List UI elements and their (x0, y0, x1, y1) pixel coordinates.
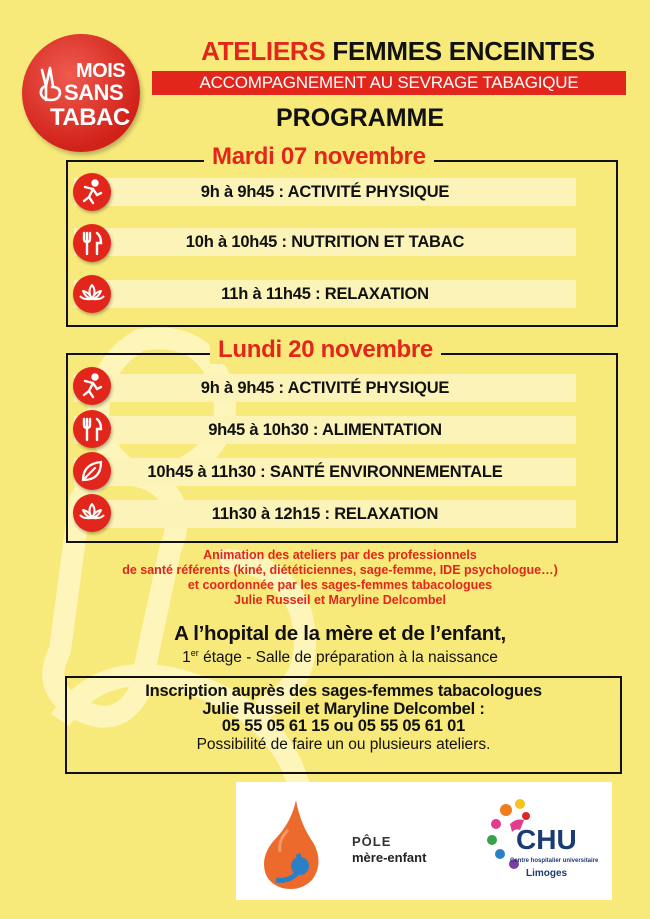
animation-line-3: et coordonnée par les sages-femmes tabacologues (187, 578, 493, 592)
day1-session-3: 11h à 11h45 : RELAXATION (74, 280, 576, 308)
pole-drop-logo (258, 792, 324, 892)
inscription-phones: 05 55 05 61 15 ou 05 55 05 61 01 (221, 717, 466, 735)
floor-number: 1 (182, 649, 191, 667)
animation-line-2: de santé référents (kiné, diététiciennes, sage-femme, IDE psychologue…) (122, 563, 558, 577)
inscription-note: Possibilité de faire un ou plusieurs ateliers. (196, 735, 491, 753)
pole-label-2: mère-enfant (352, 850, 427, 865)
day2-session-4: 11h30 à 12h15 : RELAXATION (74, 500, 576, 528)
day2-title: Lundi 20 novembre (210, 336, 441, 364)
day1-session-1: 9h à 9h45 : ACTIVITÉ PHYSIQUE (74, 178, 576, 206)
leaf-icon (73, 452, 111, 490)
title-rest: FEMMES ENCEINTES (332, 36, 595, 66)
page-title (168, 36, 628, 67)
mois-sans-tabac-badge (22, 34, 140, 152)
badge-line-2: SANS (64, 80, 124, 105)
fork-knife-icon (73, 410, 111, 448)
footer-logos (236, 782, 612, 900)
chu-subtitle: Centre hospitalier universitaire (510, 858, 599, 864)
day2-session-1: 9h à 9h45 : ACTIVITÉ PHYSIQUE (74, 374, 576, 402)
lotus-icon (73, 275, 111, 313)
programme-heading: PROGRAMME (275, 104, 445, 132)
day2-session-2: 9h45 à 10h30 : ALIMENTATION (74, 416, 576, 444)
inscription-line-1: Inscription auprès des sages-femmes tabacologues (145, 682, 542, 700)
lotus-icon (73, 494, 111, 532)
location-floor (80, 648, 600, 667)
floor-room: étage - Salle de préparation à la naissance (198, 649, 498, 667)
day2-session-3: 10h45 à 11h30 : SANTÉ ENVIRONNEMENTALE (74, 458, 576, 486)
animation-line-4: Julie Russeil et Maryline Delcombel (234, 593, 446, 607)
pole-label: PÔLE (352, 834, 392, 849)
title-highlight: ATELIERS (201, 36, 326, 66)
subtitle-banner: ACCOMPAGNEMENT AU SEVRAGE TABAGIQUE (152, 71, 626, 95)
badge-line-3: TABAC (50, 104, 130, 131)
badge-line-1: MOIS (76, 60, 126, 82)
fork-knife-icon (73, 224, 111, 262)
day1-session-2: 10h à 10h45 : NUTRITION ET TABAC (74, 228, 576, 256)
inscription-line-2: Julie Russeil et Maryline Delcombel : (202, 699, 485, 718)
inscription-box (65, 676, 622, 774)
location-title: A l’hopital de la mère et de l’enfant, (174, 622, 506, 645)
chu-wordmark: CHU (516, 824, 577, 855)
floor-ordinal: er (190, 648, 199, 658)
chu-city: Limoges (526, 868, 568, 879)
fitness-icon (73, 367, 111, 405)
fitness-icon (73, 173, 111, 211)
day1-title: Mardi 07 novembre (204, 143, 434, 171)
animation-credits (80, 548, 600, 608)
animation-line-1: Animation des ateliers par des professionnels (203, 548, 477, 562)
